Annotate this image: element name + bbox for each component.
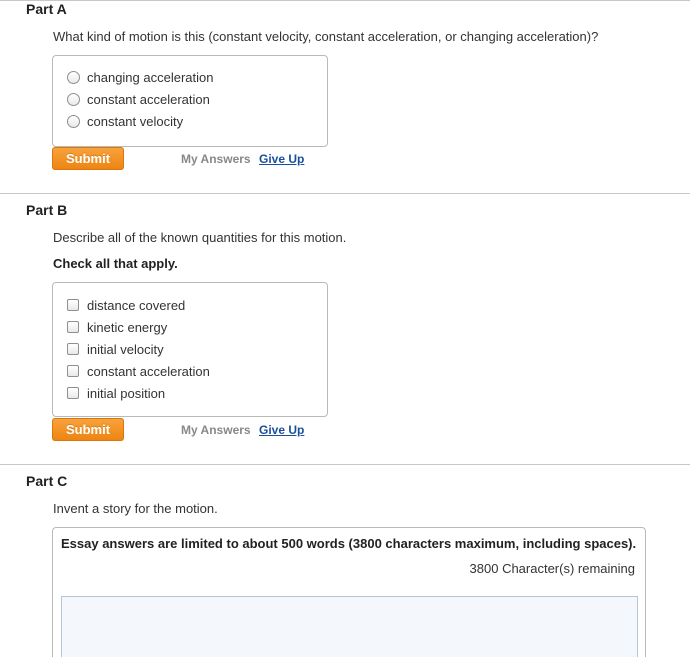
part-b-my-answers-link[interactable]: My Answers [181, 423, 251, 437]
option-label: constant acceleration [87, 363, 210, 379]
option-label: constant velocity [87, 113, 184, 129]
part-c-title: Part C [26, 473, 68, 489]
part-b-option-kinetic-energy[interactable] [67, 318, 167, 336]
radio-button[interactable] [67, 71, 80, 84]
part-b-give-up-link[interactable]: Give Up [259, 423, 305, 437]
checkbox[interactable] [67, 343, 79, 355]
option-label: kinetic energy [87, 319, 168, 335]
part-b-title: Part B [26, 202, 68, 218]
part-b-option-constant-acceleration[interactable] [67, 362, 210, 380]
top-divider [0, 0, 690, 1]
part-b-instruction: Check all that apply. [53, 256, 178, 271]
option-label: initial velocity [87, 341, 164, 357]
part-a-option-constant-velocity[interactable] [67, 112, 183, 130]
part-a-question: What kind of motion is this (constant velocity, constant acceleration, or changing acceleration)? [53, 29, 599, 44]
part-a-option-changing-acceleration[interactable] [67, 68, 213, 86]
characters-remaining: 3800 Character(s) remaining [469, 561, 635, 576]
part-a-give-up-link[interactable]: Give Up [259, 152, 305, 166]
part-b-option-initial-velocity[interactable] [67, 340, 164, 358]
option-label: changing acceleration [87, 69, 214, 85]
radio-button[interactable] [67, 93, 80, 106]
radio-button[interactable] [67, 115, 80, 128]
part-c-question: Invent a story for the motion. [53, 501, 218, 516]
part-a-title: Part A [26, 1, 67, 17]
part-b-option-distance-covered[interactable] [67, 296, 185, 314]
essay-container [52, 527, 646, 657]
part-b-submit-button[interactable]: Submit [52, 418, 124, 441]
part-a-submit-button[interactable]: Submit [52, 147, 124, 170]
part-a-option-constant-acceleration[interactable] [67, 90, 210, 108]
checkbox[interactable] [67, 321, 79, 333]
option-label: initial position [87, 385, 166, 401]
divider-a-b [0, 193, 690, 194]
part-b-question: Describe all of the known quantities for this motion. [53, 230, 347, 245]
checkbox[interactable] [67, 365, 79, 377]
option-label: constant acceleration [87, 91, 210, 107]
essay-textarea[interactable] [61, 596, 638, 657]
divider-b-c [0, 464, 690, 465]
part-a-options-box [52, 55, 328, 147]
checkbox[interactable] [67, 387, 79, 399]
option-label: distance covered [87, 297, 186, 313]
part-b-options-box [52, 282, 328, 417]
essay-limit-note: Essay answers are limited to about 500 words (3800 characters maximum, including spaces). [61, 536, 637, 551]
checkbox[interactable] [67, 299, 79, 311]
part-a-my-answers-link[interactable]: My Answers [181, 152, 251, 166]
part-b-option-initial-position[interactable] [67, 384, 165, 402]
